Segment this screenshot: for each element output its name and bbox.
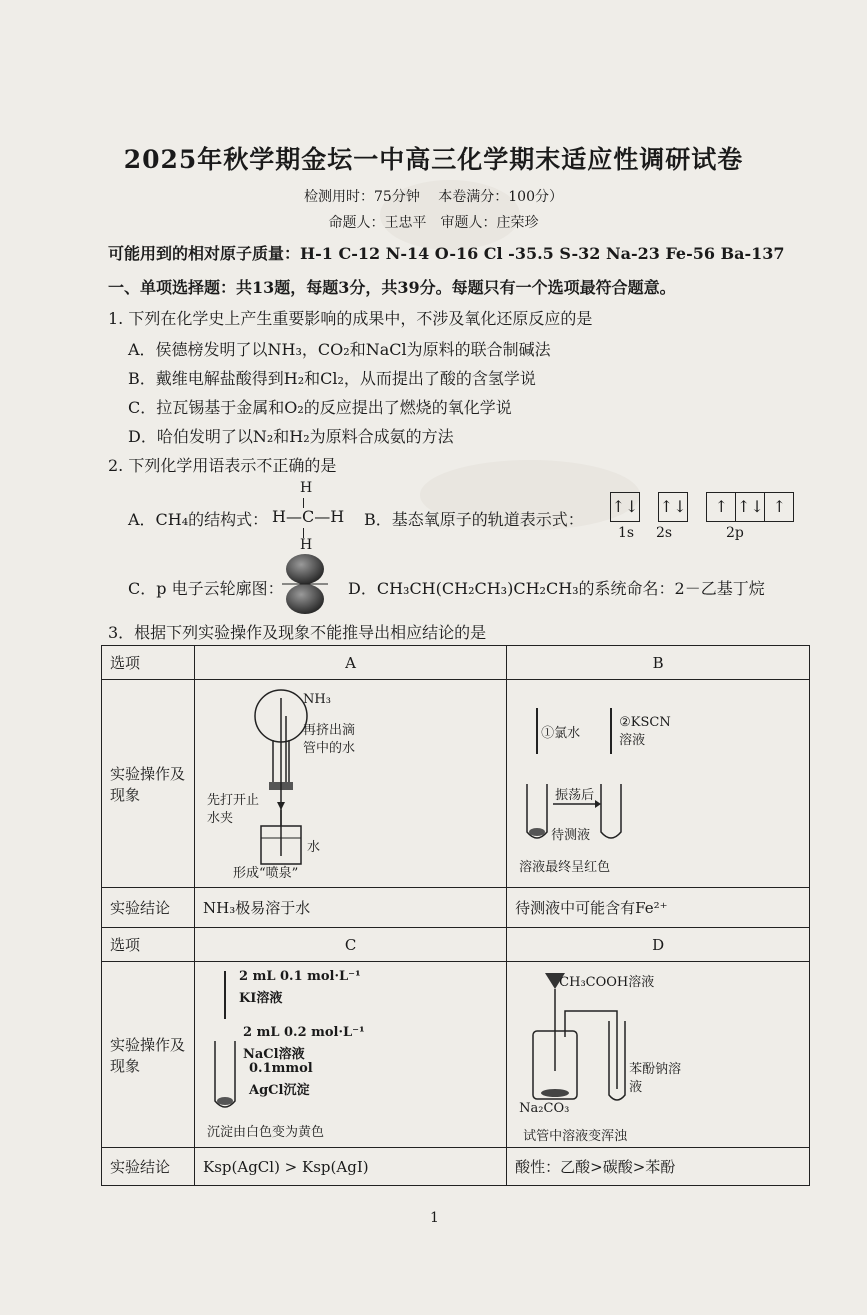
orbital-1s: ↑↓ bbox=[610, 492, 640, 522]
label-ki: KI溶液 bbox=[239, 990, 283, 1006]
result-d: 试管中溶液变浑浊 bbox=[523, 1128, 628, 1144]
table-row bbox=[102, 646, 810, 680]
orbital-diagram bbox=[610, 492, 794, 522]
option-c-label: C bbox=[195, 928, 507, 962]
question-2-option-b: B．基态氧原子的轨道表示式： bbox=[364, 510, 584, 529]
label-nacl: NaCl溶液 bbox=[243, 1046, 305, 1062]
label-nh3: NH₃ bbox=[303, 691, 331, 707]
question-2-option-c: C．p 电子云轮廓图： bbox=[128, 579, 284, 598]
option-b-label: B bbox=[507, 646, 810, 680]
experiment-table bbox=[101, 645, 810, 1186]
question-1-option-d: D．哈伯发明了以N₂和H₂为原料合成氨的方法 bbox=[128, 427, 454, 446]
atomic-masses bbox=[108, 241, 785, 264]
label-nacl-conc: 2 mL 0.2 mol·L⁻¹ bbox=[243, 1024, 365, 1040]
label-shake: 振荡后 bbox=[555, 787, 595, 803]
label-agcl-amount: 0.1mmol bbox=[249, 1060, 313, 1076]
page-title: 2025年秋学期金坛一中高三化学期末适应性调研试卷 bbox=[123, 145, 744, 174]
header-operation: 实验操作及现象 bbox=[102, 680, 195, 888]
label-squeeze: 再挤出滴管中的水 bbox=[303, 722, 356, 756]
label-sodium-phenoxide: 苯酚钠溶液 bbox=[629, 1061, 682, 1095]
question-1-stem: 1. 下列在化学史上产生重要影响的成果中，不涉及氧化还原反应的是 bbox=[108, 309, 593, 328]
table-row bbox=[102, 888, 810, 928]
fountain-flask-icon bbox=[251, 686, 341, 866]
header-option: 选项 bbox=[102, 928, 195, 962]
result-a: 形成“喷泉” bbox=[233, 865, 299, 881]
label-sample: 待测液 bbox=[551, 827, 591, 843]
question-3-stem: 3．根据下列实验操作及现象不能推导出相应结论的是 bbox=[108, 623, 487, 642]
page-number: 1 bbox=[430, 1210, 439, 1226]
label-agcl: AgCl沉淀 bbox=[249, 1082, 310, 1098]
atomic-masses-label: 可能用到的相对原子质量： bbox=[108, 244, 301, 263]
label-kscn: ②KSCN溶液 bbox=[619, 714, 671, 748]
orbital-2p: ↑ ↑↓ ↑ bbox=[706, 492, 794, 522]
gas-generator-icon bbox=[525, 971, 635, 1111]
table-row bbox=[102, 928, 810, 962]
option-b-apparatus bbox=[507, 680, 810, 888]
orbital-label-1s: 1s bbox=[618, 525, 635, 541]
question-1-option-b: B．戴维电解盐酸得到H₂和Cl₂，从而提出了酸的含氢学说 bbox=[128, 369, 536, 388]
question-2-stem: 2. 下列化学用语表示不正确的是 bbox=[108, 456, 337, 475]
header-conclusion: 实验结论 bbox=[102, 1148, 195, 1186]
section-heading: 一、单项选择题：共13题，每题3分，共39分。每题只有一个选项最符合题意。 bbox=[108, 278, 676, 297]
question-1-option-c: C．拉瓦锡基于金属和O₂的反应提出了燃烧的氧化学说 bbox=[128, 398, 512, 417]
conclusion-b: 待测液中可能含有Fe²⁺ bbox=[507, 888, 810, 928]
option-a-label: A bbox=[195, 646, 507, 680]
table-row bbox=[102, 680, 810, 888]
label-open-clamp: 先打开止水夹 bbox=[207, 792, 260, 826]
conclusion-a: NH₃极易溶于水 bbox=[195, 888, 507, 928]
orbital-2s: ↑↓ bbox=[658, 492, 688, 522]
orbital-label-2s: 2s bbox=[656, 525, 673, 541]
orbital-label-2p: 2p bbox=[726, 525, 744, 541]
atomic-masses-values: H-1 C-12 N-14 O-16 Cl -35.5 S-32 Na-23 Fe-56 Ba-137 bbox=[300, 244, 785, 263]
option-d-label: D bbox=[507, 928, 810, 962]
structure-middle: H—C—H bbox=[272, 507, 345, 526]
question-2-option-d: D．CH₃CH(CH₂CH₃)CH₂CH₃的系统命名：2－乙基丁烷 bbox=[348, 579, 765, 598]
question-2-option-a: A．CH₄的结构式： bbox=[128, 510, 269, 529]
table-row bbox=[102, 1148, 810, 1186]
option-a-apparatus bbox=[195, 680, 507, 888]
result-c: 沉淀由白色变为黄色 bbox=[207, 1124, 325, 1140]
p-orbital-icon bbox=[282, 552, 328, 616]
conclusion-d: 酸性：乙酸>碳酸>苯酚 bbox=[507, 1148, 810, 1186]
label-chlorine-water: ①氯水 bbox=[541, 725, 581, 741]
exam-info: 检测用时：75分钟 本卷满分：100分） bbox=[304, 189, 563, 205]
header-option: 选项 bbox=[102, 646, 195, 680]
exam-authors: 命题人：王忠平 审题人：庄荣珍 bbox=[328, 215, 539, 231]
structure-h-top: H bbox=[300, 480, 313, 496]
label-water: 水 bbox=[307, 839, 321, 855]
option-c-apparatus bbox=[195, 962, 507, 1148]
structure-h-bottom: H bbox=[300, 537, 313, 553]
table-row bbox=[102, 962, 810, 1148]
header-conclusion: 实验结论 bbox=[102, 888, 195, 928]
question-1-option-a: A．侯德榜发明了以NH₃，CO₂和NaCl为原料的联合制碱法 bbox=[128, 340, 551, 359]
label-sodium-carbonate: Na₂CO₃ bbox=[519, 1100, 570, 1116]
result-b: 溶液最终呈红色 bbox=[519, 859, 611, 875]
header-operation: 实验操作及现象 bbox=[102, 962, 195, 1148]
label-ki-conc: 2 mL 0.1 mol·L⁻¹ bbox=[239, 968, 361, 984]
label-acetic-acid: CH₃COOH溶液 bbox=[559, 974, 655, 990]
conclusion-c: Ksp(AgCl) > Ksp(AgI) bbox=[195, 1148, 507, 1186]
dropper-tube-icon bbox=[211, 971, 241, 1121]
option-d-apparatus bbox=[507, 962, 810, 1148]
